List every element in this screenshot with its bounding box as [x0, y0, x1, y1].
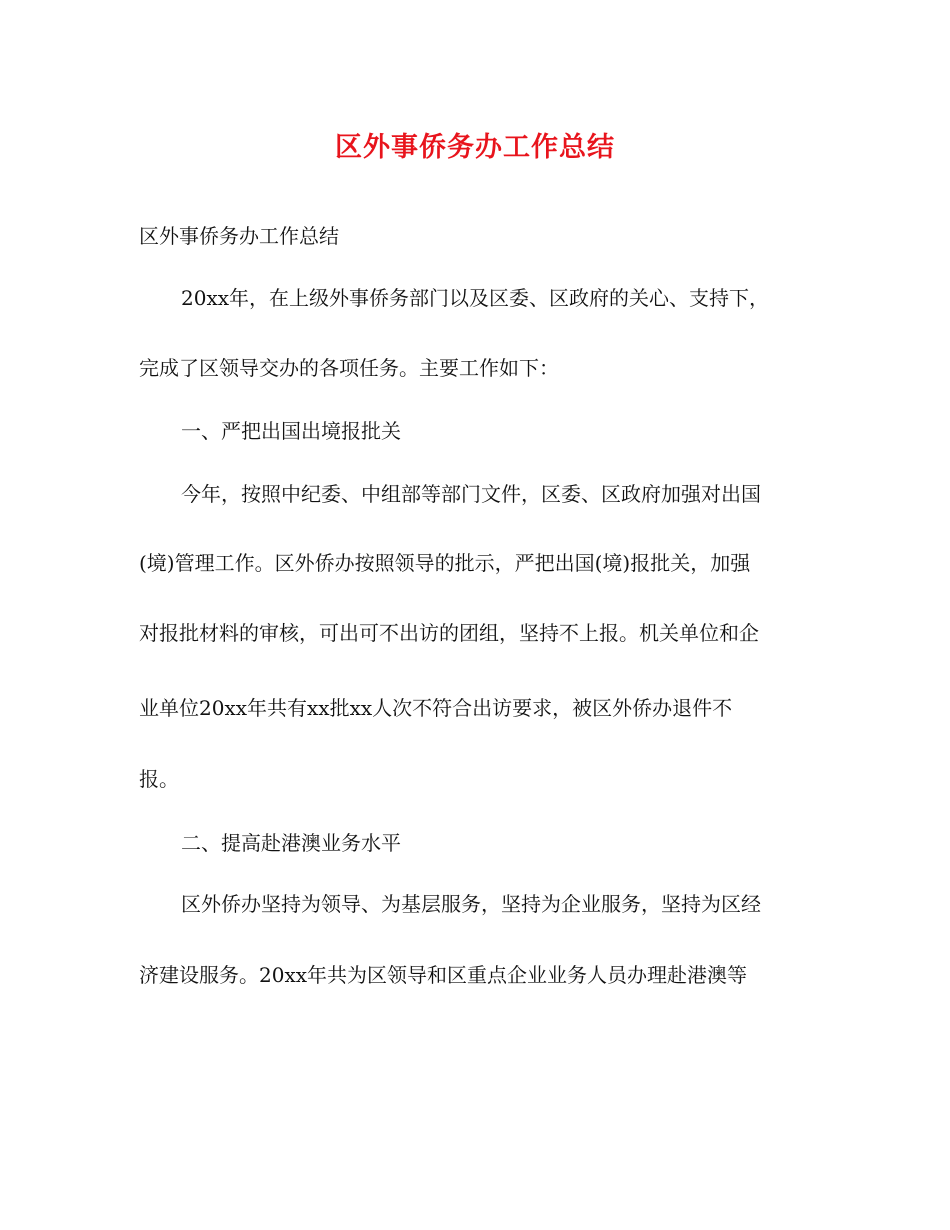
- section-heading: 二、提高赴港澳业务水平: [181, 831, 401, 855]
- document-title: 区外事侨务办工作总结: [335, 132, 615, 163]
- text-line: 完成了区领导交办的各项任务。主要工作如下：: [139, 356, 559, 380]
- text-line: 业单位20xx年共有xx批xx人次不符合出访要求，被区外侨办退件不: [139, 696, 733, 720]
- text-line: 报。: [139, 767, 179, 791]
- text-line: 区外侨办坚持为领导、为基层服务，坚持为企业服务，坚持为区经: [181, 892, 761, 916]
- text-line: (境)管理工作。区外侨办按照领导的批示，严把出国(境)报批关，加强: [139, 551, 751, 575]
- section-heading: 一、严把出国出境报批关: [181, 419, 401, 443]
- text-line: 区外事侨务办工作总结: [139, 224, 339, 248]
- text-line: 济建设服务。20xx年共为区领导和区重点企业业务人员办理赴港澳等: [139, 963, 748, 987]
- text-line: 20xx年，在上级外事侨务部门以及区委、区政府的关心、支持下，: [181, 286, 770, 310]
- text-line: 今年，按照中纪委、中组部等部门文件，区委、区政府加强对出国: [181, 482, 761, 506]
- text-line: 对报批材料的审核，可出可不出访的团组，坚持不上报。机关单位和企: [139, 621, 759, 645]
